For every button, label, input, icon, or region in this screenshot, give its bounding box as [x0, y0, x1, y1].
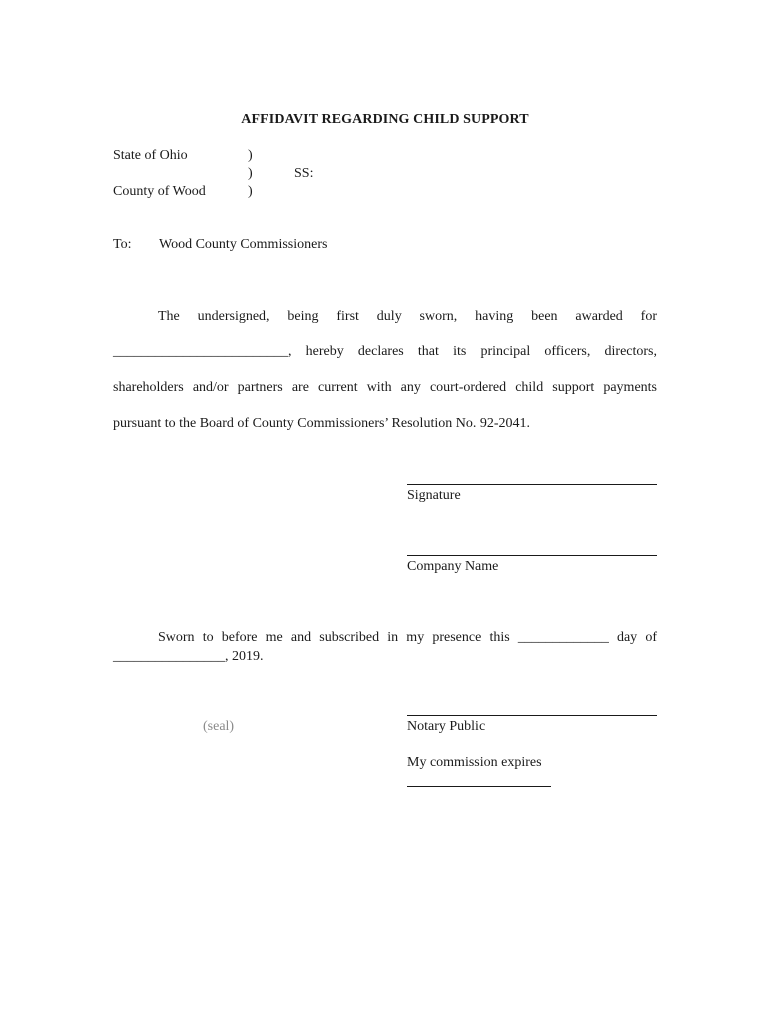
signature-label: Signature: [407, 488, 461, 503]
company-name-label: Company Name: [407, 559, 499, 574]
jurat-line-2: ________________, 2019.: [113, 649, 264, 664]
commission-expires-line[interactable]: [407, 786, 551, 787]
body-line-2: _________________________, hereby declares that its principal officers, directors,: [113, 344, 657, 359]
notary-signature-line[interactable]: [407, 715, 657, 716]
body-line-1: The undersigned, being first duly sworn, having been awarded for: [158, 309, 657, 324]
venue-state: State of Ohio: [113, 148, 188, 163]
jurat-line-1: Sworn to before me and subscribed in my presence this _____________ day of: [158, 630, 657, 645]
addressee-value: Wood County Commissioners: [159, 237, 328, 252]
seal-placeholder: (seal): [203, 719, 235, 734]
commission-expires-label: My commission expires: [407, 755, 542, 770]
body-line-4: pursuant to the Board of County Commissioners’ Resolution No. 92-2041.: [113, 416, 530, 431]
company-name-line[interactable]: [407, 555, 657, 556]
signature-line[interactable]: [407, 484, 657, 485]
venue-county: County of Wood: [113, 184, 206, 199]
venue-bracket-middle: ): [248, 166, 253, 181]
venue-ss: SS:: [294, 166, 314, 181]
addressee-label: To:: [113, 237, 132, 252]
document-title: AFFIDAVIT REGARDING CHILD SUPPORT: [241, 112, 529, 127]
notary-public-label: Notary Public: [407, 719, 486, 734]
venue-bracket-bottom: ): [248, 184, 253, 199]
body-line-3: shareholders and/or partners are current with any court-ordered child support payments: [113, 380, 657, 395]
venue-bracket-top: ): [248, 148, 253, 163]
